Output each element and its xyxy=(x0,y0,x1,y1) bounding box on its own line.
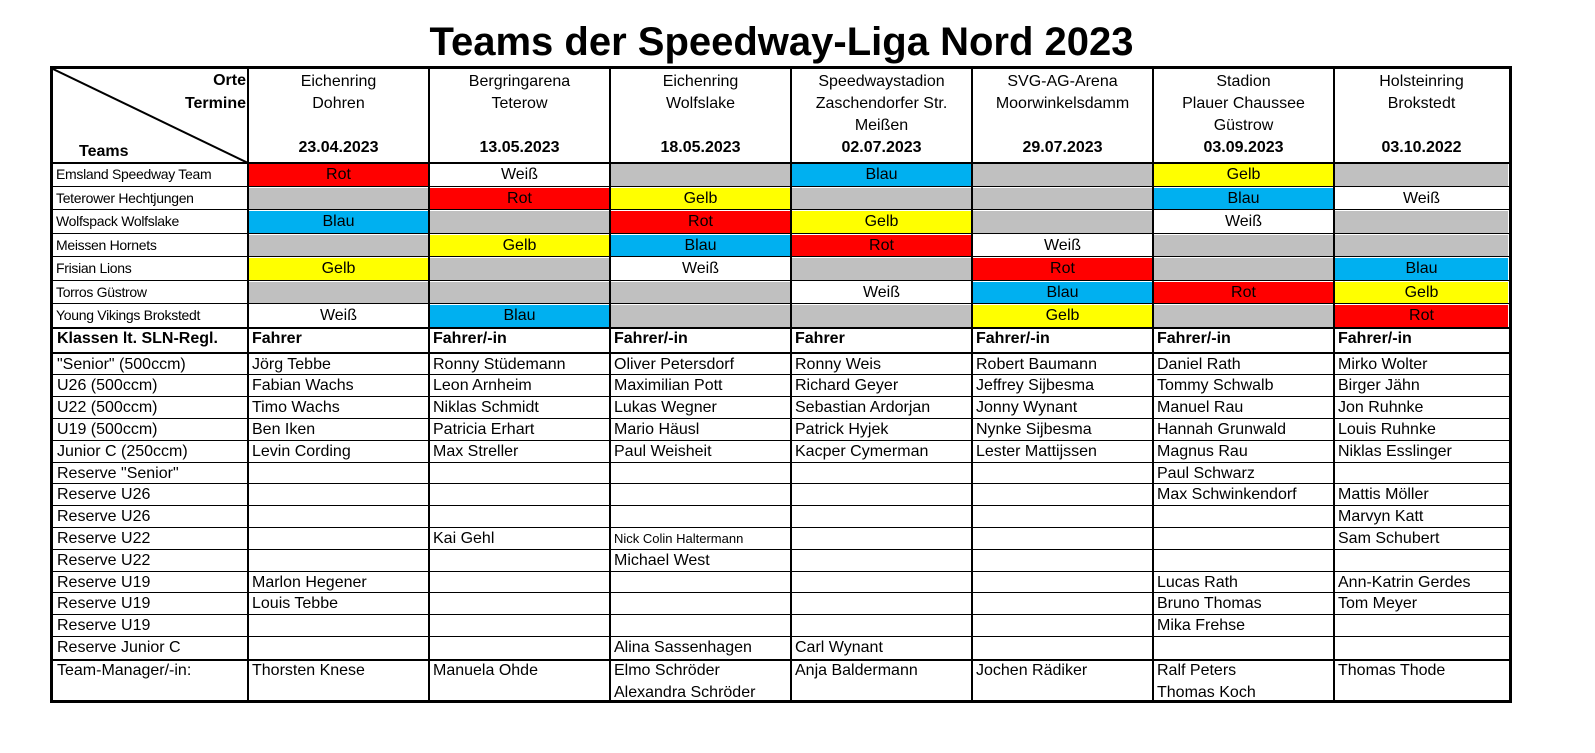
driver-cell: Robert Baumann xyxy=(976,355,1097,373)
driver-cell xyxy=(972,593,1153,615)
manager-cell xyxy=(248,660,429,704)
driver-cell xyxy=(791,615,972,637)
driver-cell: Paul Schwarz xyxy=(1157,464,1255,482)
driver-cell xyxy=(248,506,429,528)
team-color-cell: Rot xyxy=(792,235,971,257)
manager-cell xyxy=(610,660,791,704)
driver-cell xyxy=(791,506,972,528)
team-color-cell xyxy=(973,164,1152,186)
class-label: U26 (500ccm) xyxy=(57,377,158,395)
corner-label-termine: Termine xyxy=(184,95,246,112)
row-divider xyxy=(53,256,1509,257)
driver-cell: Kai Gehl xyxy=(433,529,495,547)
manager-name: Anja Baldermann xyxy=(795,661,918,679)
driver-cell: Fabian Wachs xyxy=(252,377,354,395)
team-color-cell xyxy=(249,235,428,257)
driver-cell xyxy=(972,615,1153,637)
venue-header xyxy=(972,69,1153,163)
driver-cell: Alina Sassenhagen xyxy=(614,638,752,656)
corner-header xyxy=(53,69,248,163)
row-divider xyxy=(53,462,1509,463)
team-color-cell: Rot xyxy=(430,188,609,210)
schedule-table xyxy=(50,66,1512,703)
row-divider xyxy=(53,327,1509,329)
column-role-header: Fahrer/-in xyxy=(433,329,507,347)
class-label: "Senior" (500ccm) xyxy=(57,355,186,373)
team-color-cell: Rot xyxy=(249,164,428,186)
driver-cell xyxy=(972,637,1153,659)
team-color-cell xyxy=(973,211,1152,233)
driver-cell: Manuel Rau xyxy=(1157,399,1244,417)
driver-cell: Timo Wachs xyxy=(252,399,340,417)
team-name: Wolfspack Wolfslake xyxy=(56,213,179,229)
team-color-cell: Gelb xyxy=(1154,164,1333,186)
class-label: Reserve U26 xyxy=(57,508,151,526)
driver-cell xyxy=(429,572,610,594)
driver-cell xyxy=(248,463,429,485)
row-divider xyxy=(53,549,1509,550)
team-color-cell xyxy=(249,282,428,304)
team-color-cell xyxy=(1335,164,1508,186)
driver-cell: Nynke Sijbesma xyxy=(976,420,1092,438)
team-name: Young Vikings Brokstedt xyxy=(56,307,201,323)
team-color-cell: Blau xyxy=(1335,258,1508,280)
venue-date: 02.07.2023 xyxy=(841,139,922,156)
driver-cell: Ronny Weis xyxy=(795,355,881,373)
driver-cell xyxy=(429,637,610,659)
driver-cell xyxy=(429,463,610,485)
manager-name: Thomas Koch xyxy=(1157,683,1256,701)
team-color-cell xyxy=(1154,258,1333,280)
team-name: Torros Güstrow xyxy=(56,283,147,300)
row-divider xyxy=(53,352,1509,354)
driver-cell: Patricia Erhart xyxy=(433,420,535,438)
driver-cell xyxy=(429,593,610,615)
driver-cell xyxy=(791,550,972,572)
driver-cell: Jon Ruhnke xyxy=(1338,399,1424,417)
team-color-cell: Blau xyxy=(1154,188,1333,210)
team-color-cell: Weiß xyxy=(430,164,609,186)
venue-header xyxy=(429,69,610,163)
driver-cell: Jonny Wynant xyxy=(976,399,1078,417)
driver-cell xyxy=(248,528,429,550)
driver-cell: Mattis Möller xyxy=(1338,486,1429,504)
venue-header xyxy=(791,69,972,163)
driver-cell: Birger Jähn xyxy=(1338,377,1420,395)
venue-date: 23.04.2023 xyxy=(298,139,379,156)
row-divider xyxy=(53,636,1509,637)
team-color-cell: Rot xyxy=(1154,282,1333,304)
driver-cell xyxy=(972,550,1153,572)
driver-cell: Sam Schubert xyxy=(1338,529,1440,547)
column-role-header: Fahrer/-in xyxy=(976,329,1050,347)
team-color-cell xyxy=(249,188,428,210)
venue-header xyxy=(610,69,791,163)
driver-cell: Mika Frehse xyxy=(1157,617,1246,635)
venue-name-line: Speedwaystadion xyxy=(818,73,945,90)
page-title: Teams der Speedway-Liga Nord 2023 xyxy=(429,20,1134,64)
venue-header xyxy=(248,69,429,163)
corner-label-orte: Orte xyxy=(213,72,246,89)
driver-cell: Max Streller xyxy=(433,442,519,460)
venue-name-line: Eichenring xyxy=(300,73,377,90)
driver-cell xyxy=(610,463,791,485)
driver-cell: Ronny Stüdemann xyxy=(433,355,566,373)
driver-cell: Jeffrey Sijbesma xyxy=(976,377,1094,395)
team-color-cell: Gelb xyxy=(1335,282,1508,304)
driver-cell xyxy=(791,572,972,594)
venue-name-line: Eichenring xyxy=(662,73,739,90)
driver-cell xyxy=(972,484,1153,506)
driver-cell: Louis Ruhnke xyxy=(1338,420,1436,438)
column-role-header: Fahrer xyxy=(795,329,845,347)
driver-cell xyxy=(248,615,429,637)
driver-cell xyxy=(972,463,1153,485)
driver-cell xyxy=(791,484,972,506)
class-label: Reserve "Senior" xyxy=(57,464,179,482)
team-color-cell: Rot xyxy=(611,211,790,233)
manager-name: Alexandra Schröder xyxy=(614,683,756,701)
row-divider xyxy=(53,396,1509,397)
team-color-cell xyxy=(792,258,971,280)
driver-cell: Louis Tebbe xyxy=(252,595,338,613)
team-name: Meissen Hornets xyxy=(56,236,157,253)
team-color-cell xyxy=(1335,235,1508,257)
team-color-cell: Rot xyxy=(973,258,1152,280)
driver-cell: Niklas Esslinger xyxy=(1338,442,1452,460)
driver-cell: Daniel Rath xyxy=(1157,355,1241,373)
team-name: Teterower Hechtjungen xyxy=(56,189,194,206)
team-name: Emsland Speedway Team xyxy=(56,166,212,182)
driver-cell xyxy=(1153,528,1334,550)
team-color-cell: Gelb xyxy=(611,188,790,210)
driver-cell: Michael West xyxy=(614,551,710,569)
team-color-cell: Gelb xyxy=(973,305,1152,327)
team-color-cell: Gelb xyxy=(249,258,428,280)
venue-date: 03.10.2022 xyxy=(1381,139,1462,156)
driver-cell: Mario Häusl xyxy=(614,420,700,438)
venue-date: 18.05.2023 xyxy=(660,139,741,156)
venue-name-line: SVG-AG-Arena xyxy=(1007,73,1118,90)
class-label: Reserve U19 xyxy=(57,595,151,613)
class-label: Reserve U22 xyxy=(57,529,151,547)
row-divider xyxy=(53,162,1509,164)
row-divider xyxy=(53,186,1509,187)
class-label: Reserve U19 xyxy=(57,573,151,591)
driver-cell: Lester Mattijssen xyxy=(976,442,1097,460)
driver-cell: Mirko Wolter xyxy=(1338,355,1428,373)
driver-cell xyxy=(1153,550,1334,572)
driver-cell: Maximilian Pott xyxy=(614,377,723,395)
row-divider xyxy=(53,571,1509,572)
driver-cell xyxy=(248,550,429,572)
venue-date: 13.05.2023 xyxy=(479,139,560,156)
venue-header xyxy=(1153,69,1334,163)
class-label: Reserve U26 xyxy=(57,486,151,504)
classes-header-label: Klassen lt. SLN-Regl. xyxy=(57,329,218,347)
driver-cell xyxy=(248,637,429,659)
driver-cell xyxy=(972,528,1153,550)
driver-cell xyxy=(610,593,791,615)
team-color-cell xyxy=(430,211,609,233)
team-color-cell xyxy=(611,164,790,186)
class-label: Reserve U22 xyxy=(57,551,151,569)
driver-cell xyxy=(1334,463,1509,485)
team-color-cell xyxy=(973,188,1152,210)
team-color-cell: Blau xyxy=(973,282,1152,304)
driver-cell: Oliver Petersdorf xyxy=(614,355,735,373)
team-color-cell: Weiß xyxy=(1335,188,1508,210)
driver-cell: Bruno Thomas xyxy=(1157,595,1262,613)
team-color-cell xyxy=(792,305,971,327)
driver-cell xyxy=(610,506,791,528)
row-divider xyxy=(53,592,1509,593)
team-name: Frisian Lions xyxy=(56,260,132,276)
venue-date: 29.07.2023 xyxy=(1022,139,1103,156)
driver-cell: Niklas Schmidt xyxy=(433,399,539,417)
row-divider xyxy=(53,483,1509,484)
driver-cell: Jörg Tebbe xyxy=(252,355,331,373)
row-divider xyxy=(53,659,1509,661)
row-divider xyxy=(53,418,1509,419)
manager-name: Elmo Schröder xyxy=(614,661,720,679)
team-color-cell xyxy=(430,258,609,280)
team-color-cell: Rot xyxy=(1335,305,1508,327)
team-color-cell xyxy=(1154,235,1333,257)
driver-cell: Patrick Hyjek xyxy=(795,420,889,438)
manager-name: Manuela Ohde xyxy=(433,661,538,679)
driver-cell: Richard Geyer xyxy=(795,377,899,395)
row-divider xyxy=(53,614,1509,615)
team-color-cell xyxy=(792,188,971,210)
venue-name-line: Dohren xyxy=(312,95,365,112)
manager-label: Team-Manager/-in: xyxy=(57,661,192,679)
driver-cell: Carl Wynant xyxy=(795,638,883,656)
driver-cell xyxy=(610,572,791,594)
team-color-cell xyxy=(1154,305,1333,327)
manager-name: Ralf Peters xyxy=(1157,661,1237,679)
row-divider xyxy=(53,527,1509,528)
driver-cell xyxy=(791,528,972,550)
venue-name-line: Bergringarena xyxy=(468,73,571,90)
venue-name-line: Teterow xyxy=(491,95,548,112)
driver-cell xyxy=(248,484,429,506)
manager-cell xyxy=(1153,660,1334,704)
row-divider xyxy=(53,303,1509,304)
driver-cell: Tommy Schwalb xyxy=(1157,377,1274,395)
class-label: Reserve Junior C xyxy=(57,638,181,656)
manager-cell xyxy=(1334,660,1509,704)
column-role-header: Fahrer/-in xyxy=(1157,329,1231,347)
team-color-cell xyxy=(1335,211,1508,233)
driver-cell: Lucas Rath xyxy=(1157,573,1238,591)
driver-cell: Tom Meyer xyxy=(1338,595,1418,613)
team-color-cell: Weiß xyxy=(792,282,971,304)
row-divider xyxy=(53,209,1509,210)
driver-cell: Marlon Hegener xyxy=(252,573,367,591)
driver-cell xyxy=(1153,506,1334,528)
driver-cell: Magnus Rau xyxy=(1157,442,1248,460)
column-role-header: Fahrer/-in xyxy=(614,329,688,347)
manager-cell xyxy=(791,660,972,704)
driver-cell: Ben Iken xyxy=(252,420,316,438)
row-divider xyxy=(53,280,1509,281)
class-label: Junior C (250ccm) xyxy=(57,442,188,460)
venue-name-line: Moorwinkelsdamm xyxy=(995,95,1130,112)
driver-cell: Nick Colin Haltermann xyxy=(614,530,744,546)
venue-name-line: Stadion xyxy=(1216,73,1271,90)
team-color-cell: Blau xyxy=(611,235,790,257)
driver-cell xyxy=(1334,550,1509,572)
team-color-cell: Weiß xyxy=(611,258,790,280)
venue-date: 03.09.2023 xyxy=(1203,139,1284,156)
driver-cell: Leon Arnheim xyxy=(433,377,532,395)
driver-cell: Hannah Grunwald xyxy=(1157,420,1286,438)
venue-name-line: Güstrow xyxy=(1213,117,1274,134)
team-color-cell: Blau xyxy=(249,211,428,233)
row-divider xyxy=(53,374,1509,375)
driver-cell xyxy=(1153,637,1334,659)
manager-name: Thorsten Knese xyxy=(252,661,365,679)
venue-name-line: Holsteinring xyxy=(1379,73,1464,90)
column-role-header: Fahrer/-in xyxy=(1338,329,1412,347)
team-color-cell: Gelb xyxy=(792,211,971,233)
driver-cell xyxy=(791,463,972,485)
team-color-cell: Blau xyxy=(430,305,609,327)
manager-cell xyxy=(972,660,1153,704)
driver-cell: Levin Cording xyxy=(252,442,351,460)
team-color-cell xyxy=(611,305,790,327)
driver-cell: Kacper Cymerman xyxy=(795,442,929,460)
manager-cell xyxy=(429,660,610,704)
team-color-cell: Weiß xyxy=(973,235,1152,257)
driver-cell: Marvyn Katt xyxy=(1338,508,1424,526)
manager-name: Thomas Thode xyxy=(1338,661,1446,679)
row-divider xyxy=(53,233,1509,234)
row-divider xyxy=(53,440,1509,441)
driver-cell xyxy=(429,615,610,637)
team-color-cell xyxy=(430,282,609,304)
venue-name-line: Wolfslake xyxy=(665,95,736,112)
row-divider xyxy=(53,505,1509,506)
driver-cell xyxy=(429,484,610,506)
column-role-header: Fahrer xyxy=(252,329,302,347)
driver-cell: Ann-Katrin Gerdes xyxy=(1338,573,1471,591)
venue-name-line: Zaschendorfer Str. xyxy=(815,95,948,112)
driver-cell xyxy=(972,506,1153,528)
class-label: Reserve U19 xyxy=(57,617,151,635)
team-color-cell: Weiß xyxy=(249,305,428,327)
driver-cell xyxy=(429,550,610,572)
class-label: U22 (500ccm) xyxy=(57,399,158,417)
venue-name-line: Meißen xyxy=(854,117,909,134)
driver-cell xyxy=(791,593,972,615)
class-label: U19 (500ccm) xyxy=(57,420,158,438)
team-color-cell: Gelb xyxy=(430,235,609,257)
driver-cell xyxy=(610,484,791,506)
driver-cell: Max Schwinkendorf xyxy=(1157,486,1297,504)
venue-name-line: Brokstedt xyxy=(1387,95,1456,112)
venue-name-line: Plauer Chaussee xyxy=(1182,95,1305,112)
driver-cell: Paul Weisheit xyxy=(614,442,712,460)
driver-cell xyxy=(1334,637,1509,659)
driver-cell xyxy=(972,572,1153,594)
team-color-cell: Weiß xyxy=(1154,211,1333,233)
team-color-cell xyxy=(611,282,790,304)
driver-cell xyxy=(429,506,610,528)
driver-cell: Lukas Wegner xyxy=(614,399,717,417)
venue-header xyxy=(1334,69,1509,163)
corner-label-teams: Teams xyxy=(79,143,129,160)
team-color-cell: Blau xyxy=(792,164,971,186)
driver-cell xyxy=(610,615,791,637)
driver-cell xyxy=(1334,615,1509,637)
manager-name: Jochen Rädiker xyxy=(976,661,1088,679)
driver-cell: Sebastian Ardorjan xyxy=(795,399,931,417)
